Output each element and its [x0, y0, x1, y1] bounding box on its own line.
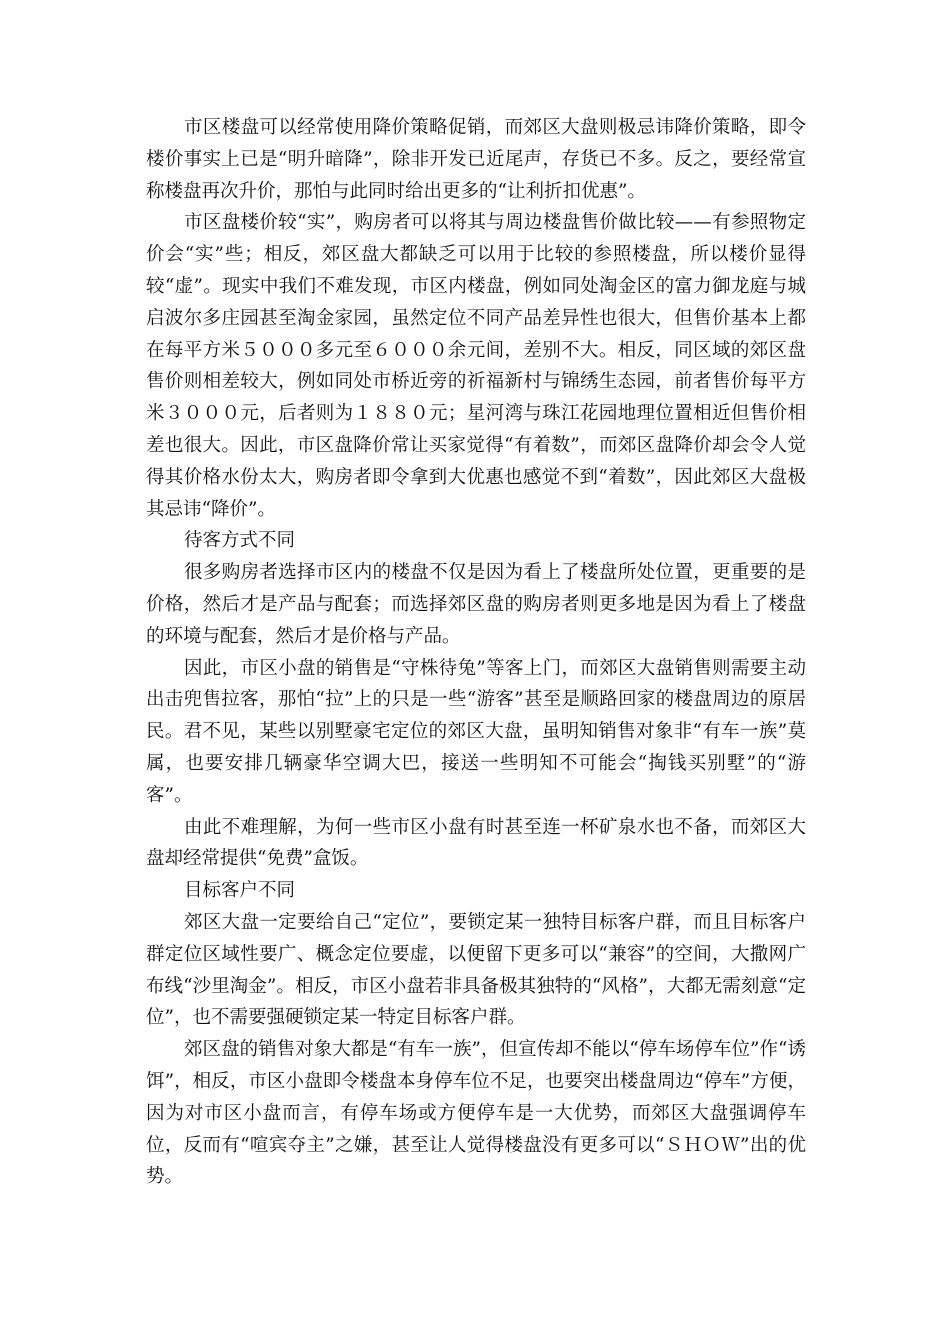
section-heading-target-customers: 目标客户不同	[184, 880, 296, 902]
paragraph-buyer-motivation: 很多购房者选择市区内的楼盘不仅是因为看上了楼盘所处位置，更重要的是价格，然后才是产品与配套；而选择郊区盘的购房者则更多地是因为看上了楼盘的环境与配套，然后才是价格与产品。	[146, 562, 806, 647]
paragraph-parking: 郊区盘的销售对象大都是“有车一族”，但宣传却不能以“停车场停车位”作“诱饵”，相反，市区小盘即令楼盘本身停车位不足，也要突出楼盘周边“停车”方便，因为对市区小盘而言，有停车场或方便停车是一大优势，而郊区大盘强调停车位，反而有“喧宾夺主”之嫌，甚至让人觉得楼盘没有更多可以“ＳＨＯＷ”出的优势。	[146, 1039, 806, 1188]
paragraph-price-strategy: 市区楼盘可以经常使用降价策略促销，而郊区大盘则极忌讳降价策略，即令楼价事实上已是“明升暗降”，除非开发已近尾声，存货已不多。反之，要经常宣称楼盘再次升价，那怕与此同时给出更多的“让利折扣优惠”。	[146, 117, 806, 202]
document-body	[146, 112, 806, 1193]
paragraph-sales-approach: 因此，市区小盘的销售是“守株待兔”等客上门，而郊区大盘销售则需要主动出击兜售拉客，那怕“拉”上的只是一些“游客”甚至是顺路回家的楼盘周边的原居民。君不见，某些以别墅豪宅定位的郊区大盘，虽明知销售对象非“有车一族”莫属，也要安排几辆豪华空调大巴，接送一些明知不可能会“掏钱买别墅”的“游客”。	[146, 657, 806, 806]
paragraph-free-meals: 由此不难理解，为何一些市区小盘有时甚至连一杯矿泉水也不备，而郊区大盘却经常提供“免费”盒饭。	[146, 816, 806, 870]
section-heading-customer-service: 待客方式不同	[184, 530, 296, 552]
paragraph-positioning: 郊区大盘一定要给自己“定位”，要锁定某一独特目标客户群，而且目标客户群定位区域性要广、概念定位要虚，以便留下更多可以“兼容”的空间，大撒网广布线“沙里淘金”。相反，市区小盘若非具备极其独特的“风格”，大都无需刻意“定位”，也不需要强硬锁定某一特定目标客户群。	[146, 911, 806, 1029]
paragraph-price-reference: 市区盘楼价较“实”，购房者可以将其与周边楼盘售价做比较——有参照物定价会“实”些；相反，郊区盘大都缺乏可以用于比较的参照楼盘，所以楼价显得较“虚”。现实中我们不难发现，市区内楼盘，例如同处淘金区的富力御龙庭与城启波尔多庄园甚至淘金家园，虽然定位不同产品差异性也很大，但售价基本上都在每平方米５０００多元至６０００余元间，差别不大。相反，同区域的郊区盘售价则相差较大，例如同处市桥近旁的祈福新村与锦绣生态园，前者售价每平方米３０００元，后者则为１８８０元；星河湾与珠江花园地理位置相近但售价相差也很大。因此，市区盘降价常让买家觉得“有着数”，而郊区盘降价却会令人觉得其价格水份太大，购房者即令拿到大优惠也感觉不到“着数”，因此郊区大盘极其忌讳“降价”。	[146, 212, 806, 520]
